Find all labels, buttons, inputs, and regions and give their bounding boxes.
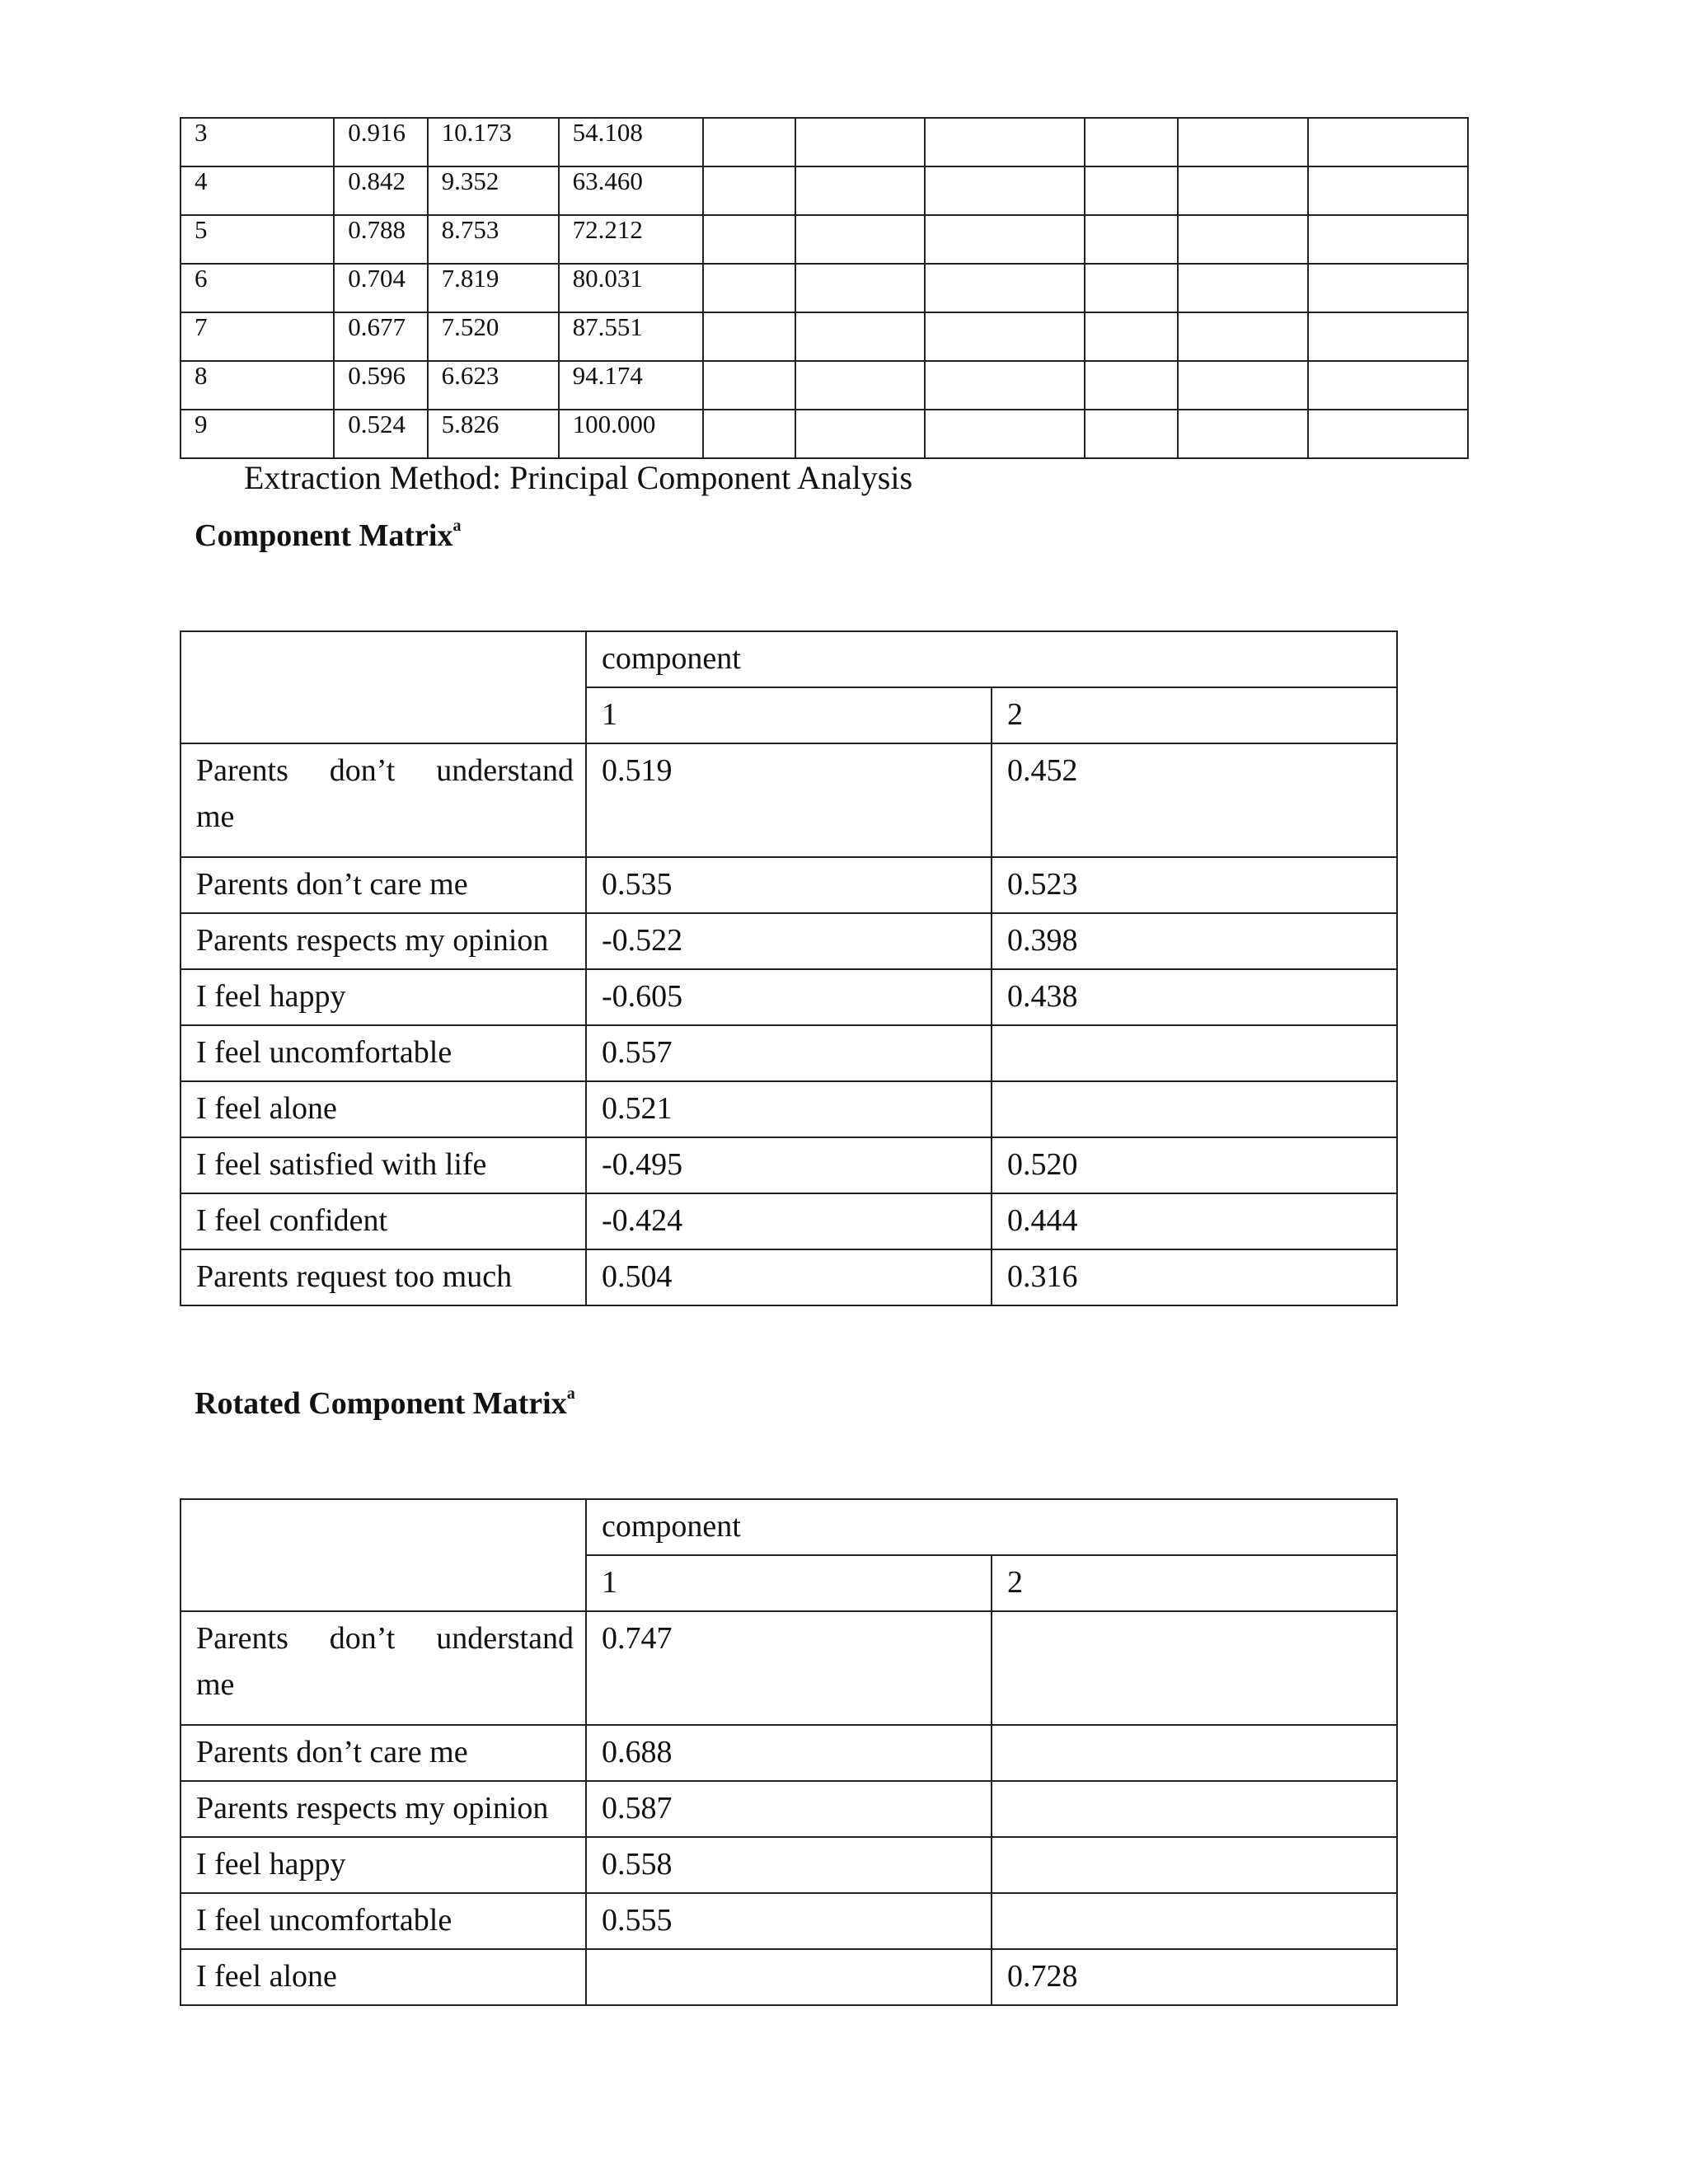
rotated-matrix-title-text: Rotated Component Matrix <box>195 1386 567 1421</box>
component-2-loading: 0.444 <box>992 1193 1397 1249</box>
item-label-word: Parents <box>196 1621 288 1656</box>
table-row <box>181 215 1468 264</box>
item-label-line <box>196 1615 574 1661</box>
empty-cell <box>925 166 1085 215</box>
component-1-loading <box>586 1949 992 2005</box>
variance-cell-total: 0.596 <box>334 361 427 410</box>
component-2-loading: 0.398 <box>992 913 1397 969</box>
variance-cell-component: 8 <box>181 361 334 410</box>
component-2-loading: 0.523 <box>992 857 1397 913</box>
empty-cell <box>925 118 1085 166</box>
table-row <box>181 1725 1397 1781</box>
component-2-loading <box>992 1781 1397 1837</box>
variance-cell-total: 0.788 <box>334 215 427 264</box>
empty-cell <box>1308 166 1468 215</box>
component-1-header: 1 <box>586 687 992 743</box>
item-label-word: understand <box>436 1621 574 1656</box>
empty-cell <box>925 215 1085 264</box>
empty-cell <box>1178 312 1308 361</box>
component-1-loading: 0.504 <box>586 1249 992 1305</box>
header-row <box>181 631 1397 687</box>
variance-cell-pct_variance: 7.819 <box>428 264 559 312</box>
empty-cell <box>1085 118 1177 166</box>
component-1-loading: 0.747 <box>586 1611 992 1725</box>
variance-cell-cumulative: 54.108 <box>559 118 703 166</box>
empty-cell <box>1178 410 1308 458</box>
component-2-loading <box>992 1611 1397 1725</box>
empty-cell <box>925 264 1085 312</box>
header-blank-cell <box>181 1499 586 1611</box>
item-label: I feel uncomfortable <box>181 1893 586 1949</box>
empty-cell <box>925 361 1085 410</box>
empty-cell <box>1308 215 1468 264</box>
table-row <box>181 264 1468 312</box>
item-label-line <box>196 748 574 794</box>
rotated-matrix-body <box>181 1499 1397 2005</box>
variance-cell-component: 9 <box>181 410 334 458</box>
variance-cell-pct_variance: 9.352 <box>428 166 559 215</box>
variance-cell-component: 3 <box>181 118 334 166</box>
component-group-header: component <box>586 1499 1397 1555</box>
header-blank-cell <box>181 631 586 743</box>
empty-cell <box>925 312 1085 361</box>
item-label-line: me <box>196 1667 235 1702</box>
table-row <box>181 361 1468 410</box>
table-row <box>181 969 1397 1025</box>
empty-cell <box>1085 361 1177 410</box>
item-label-word: don’t <box>329 753 396 788</box>
component-1-loading: -0.424 <box>586 1193 992 1249</box>
empty-cell <box>1085 312 1177 361</box>
table-row <box>181 913 1397 969</box>
component-1-loading: -0.495 <box>586 1137 992 1193</box>
empty-cell <box>1085 410 1177 458</box>
item-label: I feel alone <box>181 1081 586 1137</box>
empty-cell <box>703 361 795 410</box>
variance-table <box>180 117 1469 459</box>
component-1-loading: 0.521 <box>586 1081 992 1137</box>
variance-cell-total: 0.916 <box>334 118 427 166</box>
empty-cell <box>795 166 925 215</box>
variance-cell-pct_variance: 10.173 <box>428 118 559 166</box>
empty-cell <box>1308 118 1468 166</box>
table-row <box>181 166 1468 215</box>
empty-cell <box>703 264 795 312</box>
component-1-loading: 0.519 <box>586 743 992 857</box>
empty-cell <box>1178 118 1308 166</box>
component-1-loading: 0.688 <box>586 1725 992 1781</box>
variance-cell-component: 4 <box>181 166 334 215</box>
empty-cell <box>1085 215 1177 264</box>
item-label: I feel happy <box>181 1837 586 1893</box>
item-label: I feel confident <box>181 1193 586 1249</box>
component-group-header: component <box>586 631 1397 687</box>
empty-cell <box>1308 361 1468 410</box>
variance-cell-total: 0.677 <box>334 312 427 361</box>
header-row <box>181 1499 1397 1555</box>
component-2-loading <box>992 1025 1397 1081</box>
component-1-loading: -0.522 <box>586 913 992 969</box>
variance-cell-component: 5 <box>181 215 334 264</box>
table-row <box>181 118 1468 166</box>
empty-cell <box>703 166 795 215</box>
empty-cell <box>1308 410 1468 458</box>
table-row <box>181 743 1397 857</box>
empty-cell <box>1085 264 1177 312</box>
component-matrix-title <box>195 517 461 555</box>
table-row <box>181 1949 1397 2005</box>
variance-cell-total: 0.842 <box>334 166 427 215</box>
item-label: I feel satisfied with life <box>181 1137 586 1193</box>
component-1-loading: 0.587 <box>586 1781 992 1837</box>
component-2-loading: 0.728 <box>992 1949 1397 2005</box>
component-2-loading: 0.452 <box>992 743 1397 857</box>
component-1-loading: 0.535 <box>586 857 992 913</box>
component-matrix-body <box>181 631 1397 1305</box>
component-2-loading <box>992 1837 1397 1893</box>
item-label: Parents don’t care me <box>181 1725 586 1781</box>
table-row <box>181 1249 1397 1305</box>
component-1-loading: 0.555 <box>586 1893 992 1949</box>
variance-cell-cumulative: 94.174 <box>559 361 703 410</box>
item-label-word: Parents <box>196 753 288 788</box>
variance-cell-component: 6 <box>181 264 334 312</box>
table-row <box>181 857 1397 913</box>
empty-cell <box>703 118 795 166</box>
empty-cell <box>795 312 925 361</box>
item-label-word: understand <box>436 753 574 788</box>
rotated-matrix-title-footnote: a <box>566 1385 575 1403</box>
empty-cell <box>1178 215 1308 264</box>
variance-cell-pct_variance: 6.623 <box>428 361 559 410</box>
item-label <box>181 743 586 857</box>
item-label: Parents request too much <box>181 1249 586 1305</box>
component-matrix-title-footnote: a <box>452 517 462 535</box>
component-2-loading <box>992 1081 1397 1137</box>
component-2-loading: 0.316 <box>992 1249 1397 1305</box>
empty-cell <box>795 118 925 166</box>
variance-cell-pct_variance: 7.520 <box>428 312 559 361</box>
item-label: I feel uncomfortable <box>181 1025 586 1081</box>
item-label: I feel happy <box>181 969 586 1025</box>
component-1-header: 1 <box>586 1555 992 1611</box>
item-label: Parents respects my opinion <box>181 913 586 969</box>
empty-cell <box>1308 312 1468 361</box>
item-label: Parents don’t care me <box>181 857 586 913</box>
variance-table-body <box>181 118 1468 458</box>
table-row <box>181 1137 1397 1193</box>
component-matrix-table <box>180 630 1398 1306</box>
empty-cell <box>795 215 925 264</box>
table-row <box>181 410 1468 458</box>
variance-cell-cumulative: 87.551 <box>559 312 703 361</box>
variance-cell-cumulative: 80.031 <box>559 264 703 312</box>
empty-cell <box>1085 166 1177 215</box>
component-matrix-title-text: Component Matrix <box>195 518 453 553</box>
empty-cell <box>703 410 795 458</box>
variance-cell-cumulative: 72.212 <box>559 215 703 264</box>
table-row <box>181 1837 1397 1893</box>
variance-cell-cumulative: 100.000 <box>559 410 703 458</box>
variance-cell-pct_variance: 5.826 <box>428 410 559 458</box>
table-row <box>181 1781 1397 1837</box>
table-row <box>181 312 1468 361</box>
empty-cell <box>795 264 925 312</box>
component-2-loading: 0.438 <box>992 969 1397 1025</box>
table-row <box>181 1611 1397 1725</box>
component-1-loading: 0.558 <box>586 1837 992 1893</box>
variance-cell-pct_variance: 8.753 <box>428 215 559 264</box>
item-label: I feel alone <box>181 1949 586 2005</box>
variance-cell-component: 7 <box>181 312 334 361</box>
component-1-loading: -0.605 <box>586 969 992 1025</box>
component-1-loading: 0.557 <box>586 1025 992 1081</box>
variance-cell-total: 0.704 <box>334 264 427 312</box>
empty-cell <box>795 361 925 410</box>
empty-cell <box>703 312 795 361</box>
table-row <box>181 1893 1397 1949</box>
empty-cell <box>1178 166 1308 215</box>
variance-cell-total: 0.524 <box>334 410 427 458</box>
rotated-matrix-table <box>180 1498 1398 2006</box>
empty-cell <box>925 410 1085 458</box>
component-2-loading <box>992 1893 1397 1949</box>
variance-cell-cumulative: 63.460 <box>559 166 703 215</box>
component-2-loading: 0.520 <box>992 1137 1397 1193</box>
table-row <box>181 1081 1397 1137</box>
component-2-header: 2 <box>992 1555 1397 1611</box>
empty-cell <box>1178 264 1308 312</box>
component-2-header: 2 <box>992 687 1397 743</box>
item-label-word: don’t <box>329 1621 396 1656</box>
item-label <box>181 1611 586 1725</box>
empty-cell <box>703 215 795 264</box>
extraction-method-caption: Extraction Method: Principal Component Analysis <box>244 459 913 496</box>
rotated-matrix-title <box>195 1385 575 1422</box>
empty-cell <box>1178 361 1308 410</box>
component-2-loading <box>992 1725 1397 1781</box>
empty-cell <box>795 410 925 458</box>
table-row <box>181 1025 1397 1081</box>
item-label-line: me <box>196 799 235 834</box>
table-row <box>181 1193 1397 1249</box>
empty-cell <box>1308 264 1468 312</box>
item-label: Parents respects my opinion <box>181 1781 586 1837</box>
